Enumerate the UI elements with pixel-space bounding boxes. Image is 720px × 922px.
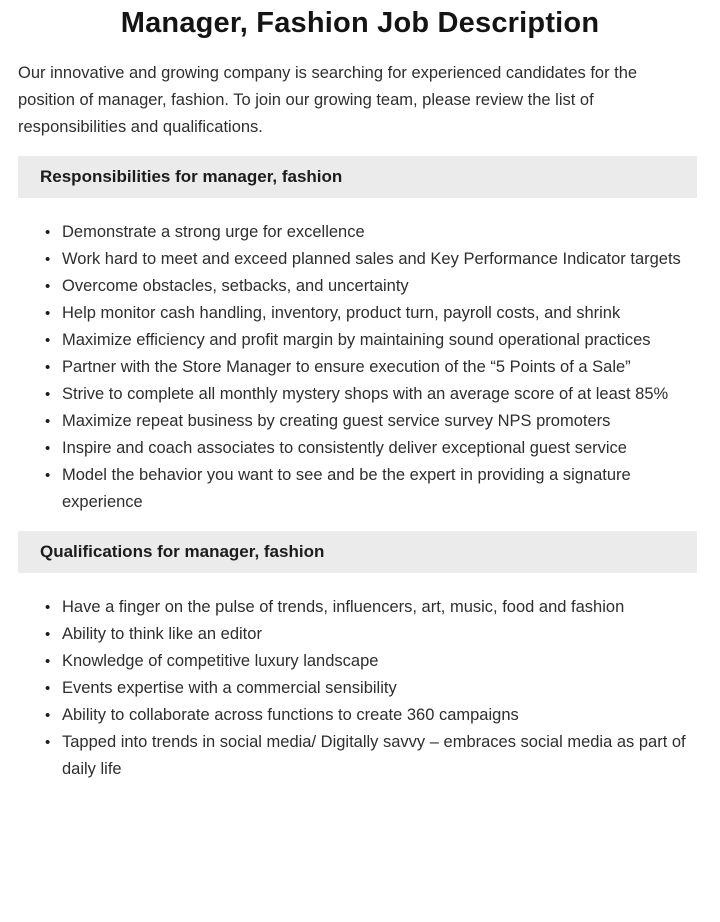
page-title: Manager, Fashion Job Description [120,7,600,39]
bullet-item: • Help monitor cash handling, inventory, product turn, payroll costs, and shrink [62,300,697,327]
bullet-item: • Ability to think like an editor [62,621,697,648]
sections-container [0,156,720,783]
bullet-item: • Strive to complete all monthly mystery shops with an average score of at least 85% [62,381,697,408]
job-section [0,156,720,516]
bullet-item: • Ability to collaborate across functions to create 360 campaigns [62,702,697,729]
bullet-item: • Demonstrate a strong urge for excellence [62,219,697,246]
job-section [0,531,720,783]
section-heading: Qualifications for manager, fashion [18,531,697,573]
bullet-item: • Events expertise with a commercial sensibility [62,675,697,702]
bullet-item: • Maximize efficiency and profit margin by maintaining sound operational practices [62,327,697,354]
bullet-item: • Have a finger on the pulse of trends, influencers, art, music, food and fashion [62,594,697,621]
bullet-item: • Overcome obstacles, setbacks, and uncertainty [62,273,697,300]
bullet-item: • Partner with the Store Manager to ensure execution of the “5 Points of a Sale” [62,354,697,381]
intro-paragraph: Our innovative and growing company is searching for experienced candidates for the position of manager, fashion. To join our growing team, please review the list of responsibilities and qualifications. [18,64,638,136]
bullet-item: • Work hard to meet and exceed planned sales and Key Performance Indicator targets [62,246,697,273]
bullet-item: • Knowledge of competitive luxury landscape [62,648,697,675]
section-heading: Responsibilities for manager, fashion [18,156,697,198]
bullet-item: • Model the behavior you want to see and be the expert in providing a signature experience [62,462,697,516]
bullet-item: • Tapped into trends in social media/ Digitally savvy – embraces social media as part of daily life [62,729,697,783]
bullet-item: • Maximize repeat business by creating guest service survey NPS promoters [62,408,697,435]
bullet-list [0,573,720,783]
bullet-list [0,198,720,516]
bullet-item: • Inspire and coach associates to consistently deliver exceptional guest service [62,435,697,462]
